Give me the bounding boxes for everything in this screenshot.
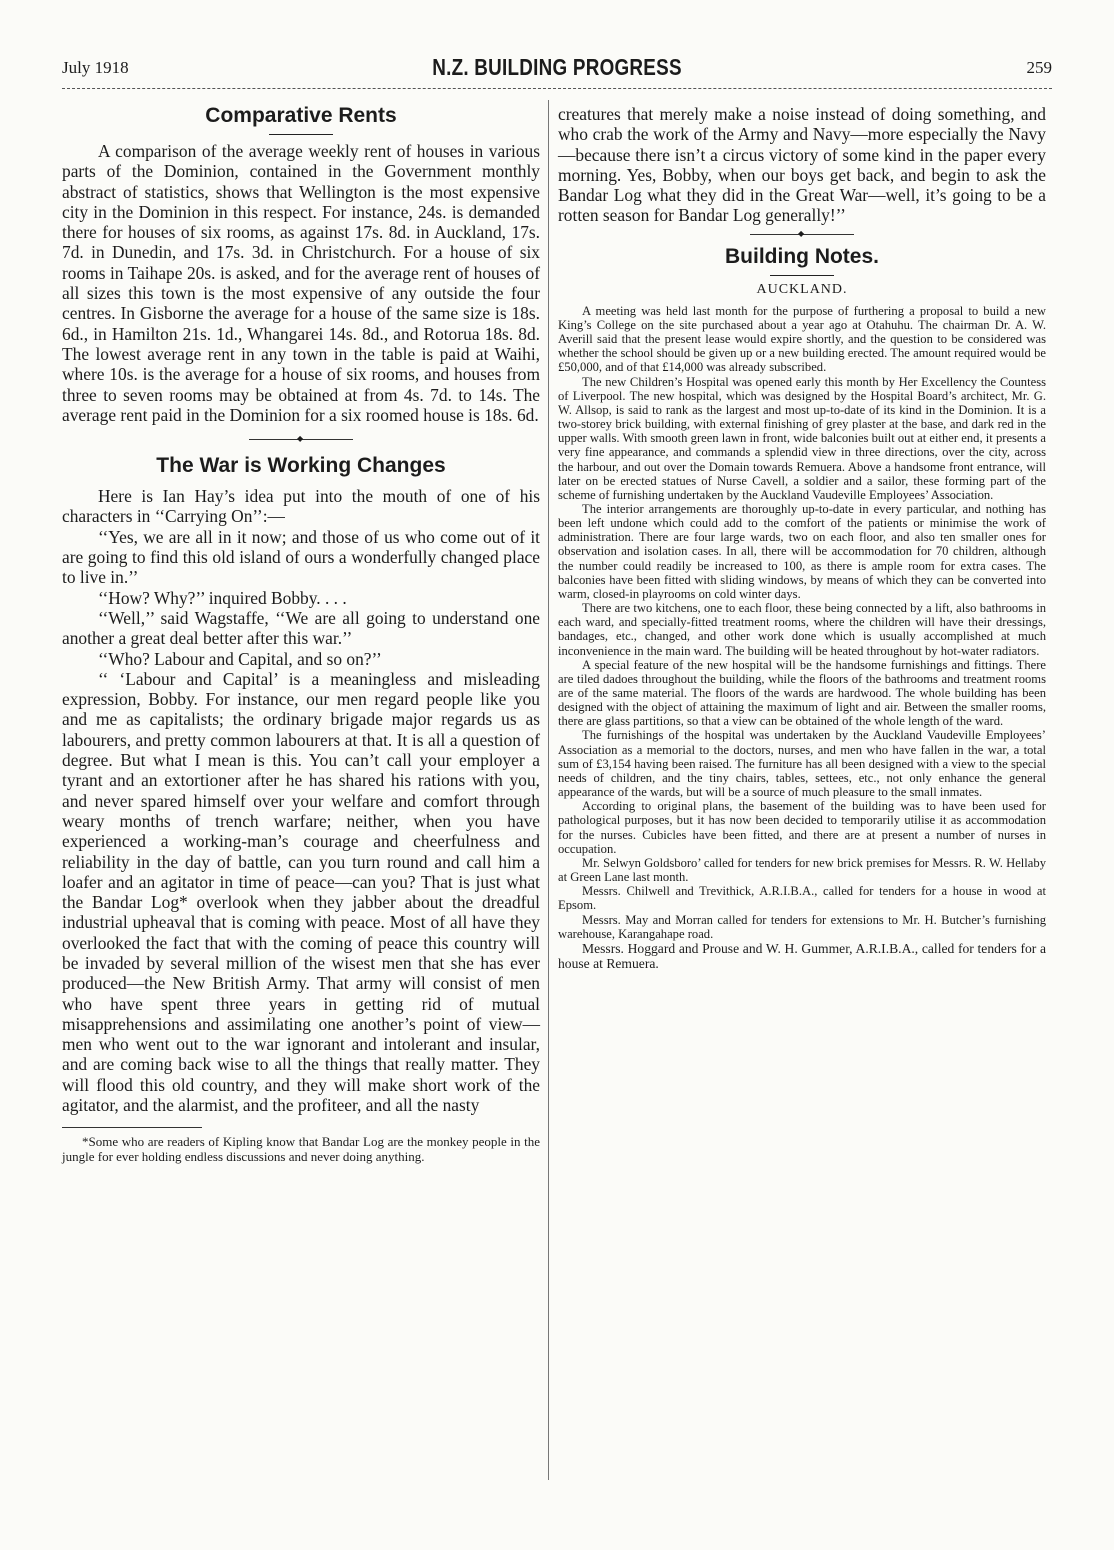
news-item: A meeting was held last month for the purpose of furthering a proposal to build a new King’s College on the site purchased about a year ago at Otahuhu. The chairman Dr. A. W. Averill said that the present lease would expire shortly, and the question to be considered was whether the school should be given up or a new building erected. The amount required would be £50,000, and of that £14,000 was already subscribed. [558, 303, 1046, 375]
news-item: The furnishings of the hospital was undertaken by the Auckland Vaudeville Employees’ Association as a memorial to the doctors, nurses, and men who have fallen in the war, a total sum of £3,154 having been raised. The furniture has all been designed with a view to the special needs of children, and the tiny chairs, tables, settees, etc., not only enhance the general appearance of the wards, but will be a source of much pleasure to the small inmates. [558, 728, 1046, 800]
article-comparative-rents [62, 104, 540, 425]
title-underline [269, 134, 333, 135]
article-war-changes [62, 454, 540, 1115]
section-separator [750, 228, 854, 238]
publication-title: N.Z. BUILDING PROGRESS [432, 54, 682, 80]
news-item: According to original plans, the basement of the building was to have been used for pathological purposes, but it has now been decided to temporarily utilise it as accommodation for the nurses. Cubicles have been fitted, and there are at present a number of nurses in occupation. [558, 799, 1046, 856]
article-title: Comparative Rents [205, 104, 397, 127]
article-paragraph: ‘‘Yes, we are all in it now; and those of us who come out of it are going to find this old island of ours a wonderfully changed place to live in.’’ [62, 526, 540, 588]
article-title: The War is Working Changes [156, 454, 446, 478]
article-paragraph: ‘‘Well,’’ said Wagstaffe, ‘‘We are all going to understand one another a great deal better after this war.’’ [62, 607, 540, 649]
news-item: The interior arrangements are thoroughly up-to-date in every particular, and nothing has been left undone which could add to the comfort of the patients or minimise the work of administration. There are four large wards, two on each floor, and also ten smaller ones for observation and isolation cases. In all, there will be accommodation for 70 children, although the number could readily be increased to 100, as there is ample room for extra cases. The balconies have been fitted with sliding windows, by means of which they can be converted into warm, closed-in playrooms on cold winter days. [558, 501, 1046, 601]
footnote: *Some who are readers of Kipling know that Bandar Log are the monkey people in the jungle for ever holding endless discussions and never doing anything. [62, 1134, 540, 1165]
column-divider [548, 100, 549, 1480]
section-separator [249, 434, 353, 444]
article-building-notes [558, 245, 1046, 972]
footnote-rule [62, 1127, 202, 1128]
article-paragraph: A comparison of the average weekly rent of houses in various parts of the Dominion, contained in the Government monthly abstract of statistics, shows that Wellington is the most expensive city in the Dominion in this respect. For instance, 24s. is demanded there for houses of six rooms, as against 17s. 8d. in Auckland, 17s. 7d. in Dunedin, and 17s. 3d. in Christchurch. For a house of six rooms in Taihape 20s. is asked, and for the average rent of houses of all sizes this town is the most expensive of any outside the four centres. In Gisborne the average for a house of the same size is 18s. 6d., in Hamilton 21s. 1d., Whangarei 14s. 8d., and Rotorua 18s. 8d. The lowest average rent in any town in the table is paid at Waihi, where 10s. is the average for a house of six rooms, and houses from three to seven rooms may be obtained at from 4s. 7d. to 14s. The average rent paid in the Dominion for a six roomed house is 18s. 6d. [62, 141, 540, 425]
region-subheading: AUCKLAND. [756, 281, 848, 297]
header-rule [62, 88, 1052, 89]
article-paragraph: ‘‘Who? Labour and Capital, and so on?’’ [98, 648, 382, 669]
diamond-ornament: ◆ [798, 228, 805, 238]
issue-date: July 1918 [62, 58, 129, 77]
continued-paragraph: creatures that merely make a noise instead of doing something, and who crab the work of the Army and Navy—more especially the Navy—because there isn’t a circus victory of some kind in the paper every morning. Yes, Bobby, when our boys get back, and begin to ask the Bandar Log what they did in the Great War—well, it’s going to be a rotten season for Bandar Log generally!’’ [558, 104, 1046, 226]
article-paragraph: ‘‘ ‘Labour and Capital’ is a meaningless and misleading expression, Bobby. For instance, our men regard people like you and me as capitalists; the ordinary brigade major regards us as labourers, and pretty common labourers at that. It is all a question of degree. But what I mean is this. You can’t call your employer a tyrant and an extortioner after he has shared his rations with you, and never spared himself over your welfare and comfort through weary months of trench warfare; neither, when you have experienced a working-man’s courage and cheerfulness and reliability in the day of battle, can you turn round and call him a loafer and an agitator in time of peace—can you? That is just what the Bandar Log* overlook when they jabber about the dreadful industrial upheaval that is coming with peace. Most of all have they overlooked the fact that with the coming of peace this country will be invaded by several million of the wisest men that she has ever produced—the New British Army. That army will consist of men who have spent three years in getting rid of mutual misapprehensions and assimilating one another’s point of view—men who went out to the war ignorant and intolerant and insular, and are coming back wise to all the things that really matter. They will flood this old country, and they will make short work of the agitator, and the alarmist, and the profiteer, and all the nasty [62, 668, 540, 1116]
right-column [558, 104, 1046, 972]
left-column [62, 104, 540, 1164]
diamond-ornament: ◆ [297, 434, 304, 444]
article-title: Building Notes. [725, 244, 879, 268]
news-item: Messrs. Hoggard and Prouse and W. H. Gummer, A.R.I.B.A., called for tenders for a house at Remuera. [558, 940, 1046, 972]
news-item: A special feature of the new hospital will be the handsome furnishings and fittings. There are tiled dadoes throughout the building, while the floors of the bathrooms and treatment rooms are of the same material. The floors of the wards are hardwood. The whole building has been designed with the object of attaining the maximum of light and air. Between the smaller rooms, there are glass partitions, so that a view can be obtained of the whole length of the ward. [558, 657, 1046, 729]
article-paragraph: Here is Ian Hay’s idea put into the mouth of one of his characters in ‘‘Carrying On’’:— [62, 486, 540, 527]
news-item: Mr. Selwyn Goldsboro’ called for tenders for new brick premises for Messrs. R. W. Hellaby at Green Lane last month. [558, 855, 1046, 885]
news-item: Messrs. Chilwell and Trevithick, A.R.I.B.A., called for tenders for a house in wood at Epsom. [558, 884, 1046, 913]
news-item: There are two kitchens, one to each floor, these being connected by a lift, also bathrooms in each ward, and specially-fitted treatment rooms, where the children will have their dressings, bandages, etc., changed, and other work done which is usually accomplished at much inconvenience in the main ward. The building will be heated throughout by hot-water radiators. [558, 601, 1046, 658]
page-header [62, 54, 1052, 86]
article-paragraph: ‘‘How? Why?’’ inquired Bobby. . . . [98, 587, 347, 608]
news-item: The new Children’s Hospital was opened early this month by Her Excellency the Countess of Liverpool. The new hospital, which was designed by the Hospital Board’s architect, Mr. G. W. Allsop, is said to rank as the largest and most up-to-date of its kind in the Dominion. It is a two-storey brick building, with external finishing of grey plaster at the base, and dark red in the upper walls. With smooth green lawn in front, wide balconies built out at either end, it presents a very fine appearance, and commands a splendid view in three directions, over the city, across the harbour, and out over the Domain towards Remuera. Above a handsome front entrance, will later on be erected statues of Nurse Cavell, a soldier and a sailor, these forming part of the scheme of furnishing undertaken by the Auckland Vaudeville Employees’ Association. [558, 374, 1046, 502]
news-item: Messrs. May and Morran called for tenders for extensions to Mr. H. Butcher’s furnishing warehouse, Karangahape road. [558, 912, 1046, 941]
page-number: 259 [1026, 58, 1052, 77]
title-underline [770, 275, 834, 276]
